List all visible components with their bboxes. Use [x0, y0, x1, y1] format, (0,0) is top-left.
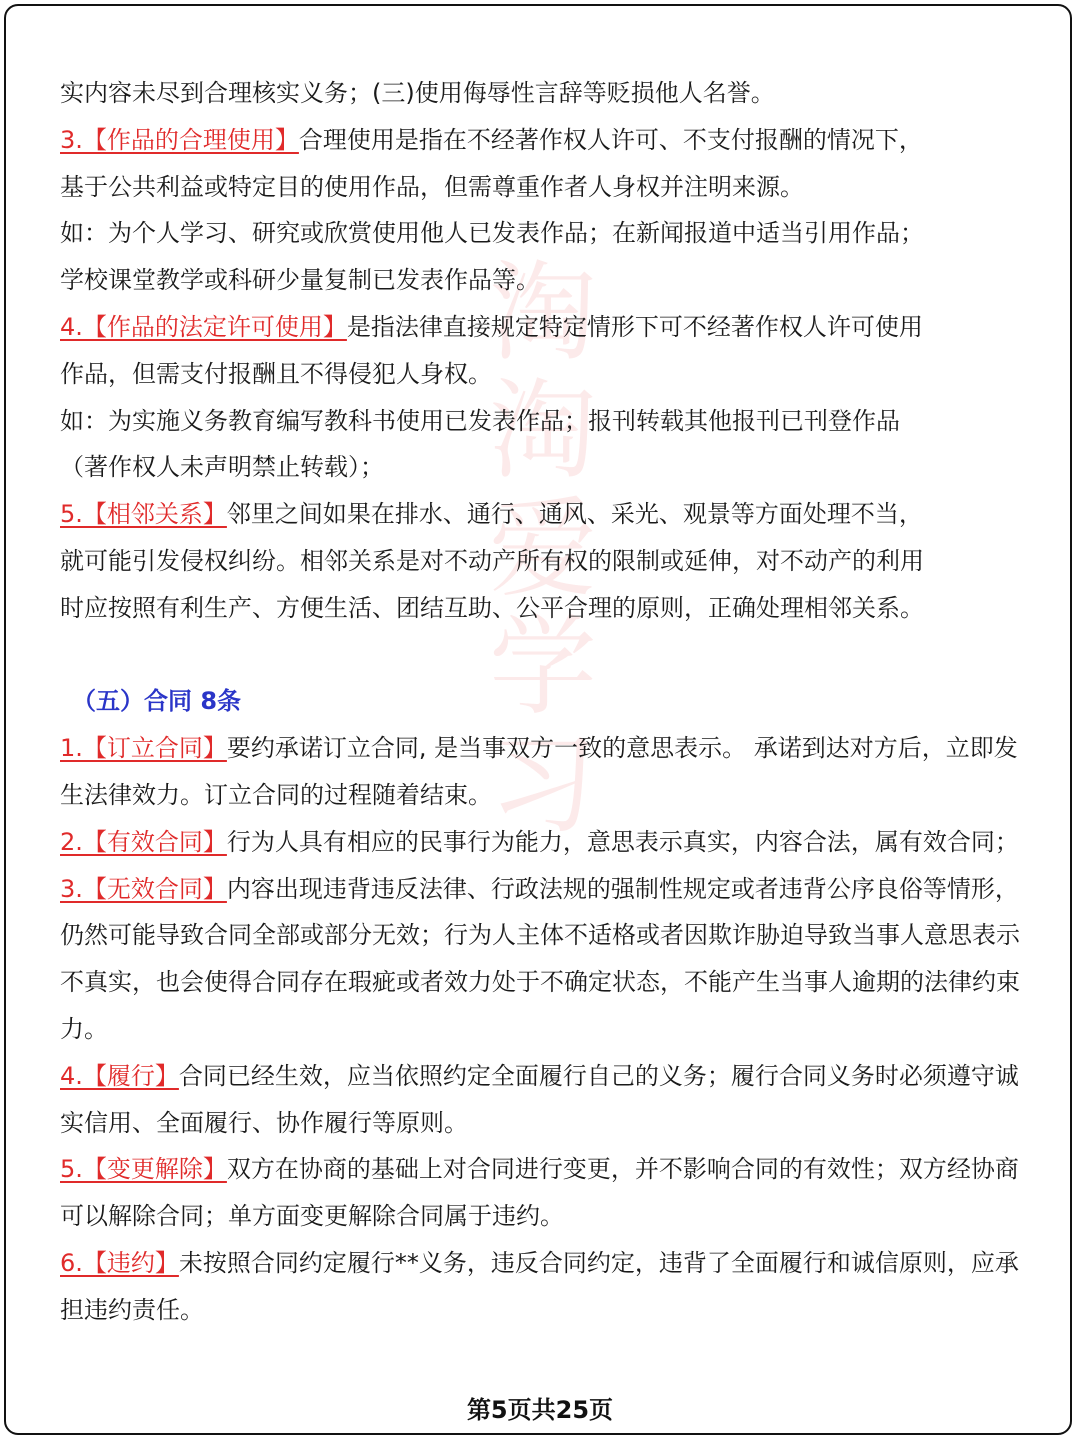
term-neighbor-relations: 5.【相邻关系】	[60, 500, 227, 529]
term-label: 5.【变更解除】	[60, 1155, 227, 1184]
watermark-char: 淘	[488, 251, 597, 376]
contract-item	[60, 819, 1020, 866]
paragraph: 如：为个人学习、研究或欣赏使用他人已发表作品；在新闻报道中适当引用作品；	[60, 219, 924, 248]
paragraph: 时应按照有利生产、方便生活、团结互助、公平合理的原则，正确处理相邻关系。	[60, 593, 924, 622]
term-label: 4.【履行】	[60, 1061, 179, 1090]
contract-item	[60, 1053, 1020, 1147]
item-text: 要约承诺订立合同, 是当事双方一致的意思表示。 承诺到达对方后，立即发生法律效力。订立合同的过程随着结束。	[60, 734, 1018, 809]
item-text: 内容出现违背违反法律、行政法规的强制性规定或者违背公序良俗等情形，仍然可能导致合同全部或部分无效；行为人主体不适格或者因欺诈胁迫导致当事人意思表示不真实，也会使得合同存在瑕疵或者效力处于不确定状态，不能产生当事人逾期的法律约束力。	[60, 874, 1020, 1043]
paragraph: 实内容未尽到合理核实义务；(三)使用侮辱性言辞等贬损他人名誉。	[60, 79, 775, 107]
paragraph-text: 邻里之间如果在排水、通行、通风、采光、观景等方面处理不当，	[226, 500, 923, 529]
watermark-char: 爱	[488, 487, 597, 612]
section-heading: （五）合同 8条	[72, 687, 242, 716]
paragraph-neighbor-relations	[60, 491, 1020, 538]
item-text: 行为人具有相应的民事行为能力，意思表示真实，内容合法，属有效合同；	[226, 827, 1019, 856]
paragraph-text: 是指法律直接规定特定情形下可不经著作权人许可使用	[346, 312, 923, 341]
paragraph: 基于公共利益或特定目的使用作品，但需尊重作者人身权并注明来源。	[60, 172, 804, 201]
paragraph: 作品，但需支付报酬且不得侵犯人身权。	[60, 359, 492, 388]
page-number: 第5页共25页	[466, 1396, 614, 1424]
watermark-char: 习	[488, 723, 597, 848]
item-text: 双方在协商的基础上对合同进行变更，并不影响合同的有效性；双方经协商可以解除合同；单方面变更解除合同属于违约。	[60, 1155, 1019, 1231]
paragraph: （著作权人未声明禁止转载）；	[60, 453, 384, 482]
contract-item	[60, 1240, 1020, 1334]
term-label: 6.【违约】	[60, 1248, 179, 1277]
contract-item	[60, 866, 1020, 1053]
paragraph-fair-use	[60, 117, 1020, 164]
paragraph-statutory-license	[60, 304, 1020, 351]
paragraph-text: 合理使用是指在不经著作权人许可、不支付报酬的情况下，	[298, 125, 923, 154]
document-body	[60, 70, 1020, 1334]
paragraph: 如：为实施义务教育编写教科书使用已发表作品；报刊转载其他报刊已刊登作品	[60, 406, 900, 435]
item-text: 合同已经生效，应当依照约定全面履行自己的义务；履行合同义务时必须遵守诚实信用、全面履行、协作履行等原则。	[60, 1061, 1019, 1137]
term-label: 1.【订立合同】	[60, 734, 227, 763]
watermark-char: 学	[488, 605, 597, 730]
watermark-char: 淘	[488, 369, 597, 494]
term-statutory-license: 4.【作品的法定许可使用】	[60, 312, 347, 341]
term-fair-use: 3.【作品的合理使用】	[60, 125, 299, 154]
paragraph: 学校课堂教学或科研少量复制已发表作品等。	[60, 266, 540, 295]
term-label: 3.【无效合同】	[60, 874, 227, 903]
contract-item	[60, 1146, 1020, 1240]
paragraph: 就可能引发侵权纠纷。相邻关系是对不动产所有权的限制或延伸，对不动产的利用	[60, 546, 924, 575]
item-text: 未按照合同约定履行**义务，违反合同约定，违背了全面履行和诚信原则，应承担违约责任。	[60, 1248, 1019, 1324]
term-label: 2.【有效合同】	[60, 827, 227, 856]
contract-item	[60, 725, 1020, 819]
